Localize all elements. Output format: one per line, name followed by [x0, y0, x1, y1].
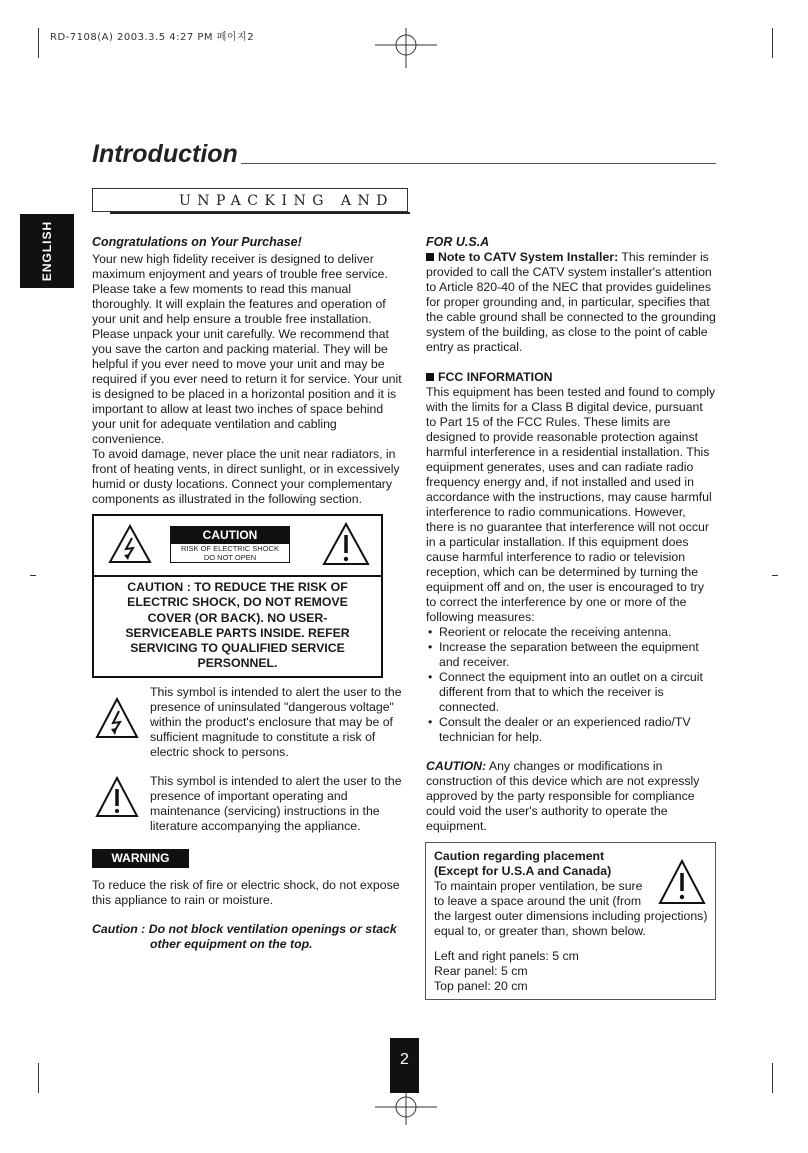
ventilation-caution-prefix: Caution : [92, 922, 149, 936]
congrats-section [92, 235, 404, 507]
crop-mark [772, 28, 773, 58]
section-heading: UNPACKING AND [179, 193, 394, 209]
registration-mark-top [375, 28, 437, 68]
placement-caution-box [425, 842, 716, 1000]
placement-body-b: the largest outer dimensions including projections) equal to, or greater than, shown below. [434, 909, 708, 938]
list-item: • Reorient or relocate the receiving antenna. [426, 625, 716, 640]
congrats-body: Your new high fidelity receiver is designed to deliver maximum enjoyment and years of trouble free service. Please take a few moments to read this manual thoroughly. It will explain the features and operation of your unit and help ensure a trouble free installation. Please unpack your unit carefully. We recommend that you save the carton and packing material. They will be helpful if you ever need to move your unit and may be required if you ever need to return it for service. Your unit is designed to be placed in a horizontal position and it is important to allow at least two inches of space behind your unit for adequate ventilation and cabling convenience. [92, 252, 402, 446]
fcc-body: This equipment has been tested and found to comply with the limits for a Class B digital device, pursuant to Part 15 of the FCC Rules. These limits are designed to provide reasonable protection against harmful interference in a residential installation. This equipment generates, uses and can radiate radio frequency energy and, if not installed and used in accordance with the instructions, may cause harmful interference to radio communications. However, there is no guarantee that interference will not occur in a particular installation. If this equipment does cause harmful interference to radio or television reception, which can be determined by turning the equipment off and on, the user is encouraged to try to correct the interference by one or more of the following measures: [426, 385, 716, 624]
ventilation-caution-line-1: Do not block ventilation openings or stack [148, 922, 397, 936]
placement-line-3: Top panel: 20 cm [434, 979, 528, 993]
placement-line-1: Left and right panels: 5 cm [434, 949, 579, 963]
exclamation-symbol-icon [95, 776, 139, 820]
congrats-heading: Congratulations on Your Purchase! [92, 235, 302, 249]
caution-box [92, 514, 383, 678]
exclamation-warning-icon [322, 522, 370, 566]
title-rule [241, 163, 716, 164]
language-tab-label: ENGLISH [40, 220, 54, 282]
fcc-measures-list [426, 625, 716, 745]
placement-body-a: To maintain proper ventilation, be sure to leave a space around the unit (from [434, 879, 643, 908]
language-tab [20, 214, 74, 288]
square-bullet-icon [426, 373, 434, 381]
right-column [426, 235, 716, 834]
catv-note-title: Note to CATV System Installer: [438, 250, 619, 264]
modification-caution-label: CAUTION: [426, 759, 487, 773]
square-bullet-icon [426, 253, 434, 261]
page-title: Introduction [92, 140, 238, 168]
catv-note-body: This reminder is provided to call the CATV system installer's attention to Article 820-40 of the NEC that provides guidelines for proper grounding and, in particular, specifies that the cable ground shall be connected to the grounding system of the building, as close to the point of cable entry as practical. [426, 250, 716, 354]
print-info: RD-7108(A) 2003.3.5 4:27 PM 페이지2 [50, 32, 255, 43]
caution-box-header [94, 516, 381, 577]
caution-sub-line-2: DO NOT OPEN [203, 553, 257, 562]
caution-label [170, 526, 290, 563]
placement-line-2: Rear panel: 5 cm [434, 964, 528, 978]
fcc-heading [426, 370, 716, 385]
warning-label: WARNING [92, 849, 189, 868]
modification-caution [426, 759, 716, 834]
section-heading-box [92, 188, 408, 212]
list-item: • Connect the equipment into an outlet on a circuit different from that to which the receiver is connected. [426, 670, 716, 715]
lightning-symbol-icon [95, 697, 139, 741]
ventilation-caution [92, 922, 408, 952]
caution-label-title: CAUTION [170, 526, 290, 544]
fcc-heading-text: FCC INFORMATION [438, 370, 553, 384]
warning-text: To reduce the risk of fire or electric shock, do not expose this appliance to rain or moisture. [92, 878, 400, 907]
crop-mark [30, 575, 36, 576]
exclamation-symbol-description: This symbol is intended to alert the user to the presence of important operating and maintenance (servicing) instructions in the literature accompanying the appliance. [150, 774, 402, 833]
section-heading-underline [110, 212, 410, 214]
list-item: • Increase the separation between the equipment and receiver. [426, 640, 716, 670]
catv-note [426, 250, 716, 355]
caution-label-sub [170, 544, 290, 563]
placement-title-1: Caution regarding placement [434, 849, 605, 863]
crop-mark [38, 28, 39, 58]
exclamation-warning-icon [658, 859, 706, 907]
crop-mark [38, 1063, 39, 1093]
caution-sub-line-1: RISK OF ELECTRIC SHOCK [181, 544, 279, 553]
placement-title-2: (Except for U.S.A and Canada) [434, 864, 612, 878]
caution-main-text: CAUTION : TO REDUCE THE RISK OF ELECTRIC SHOCK, DO NOT REMOVE COVER (OR BACK). NO USER-SERVICEABLE PARTS INSIDE. REFER SERVICING TO QUALIFIED SERVICE PERSONNEL. [125, 580, 350, 671]
list-item: • Consult the dealer or an experienced radio/TV technician for help. [426, 715, 716, 745]
modification-caution-body: Any changes or modifications in construction of this device which are not expressly approved by the party responsible for compliance could void the user's authority to operate the equipment. [426, 759, 700, 833]
page-number: 2 [390, 1038, 419, 1093]
lightning-warning-icon [108, 524, 152, 564]
crop-mark [772, 575, 778, 576]
ventilation-caution-line-2: other equipment on the top. [150, 937, 313, 951]
crop-mark [772, 1063, 773, 1093]
lightning-symbol-description: This symbol is intended to alert the user to the presence of uninsulated "dangerous voltage" within the product's enclosure that may be of sufficient magnitude to constitute a risk of electric shock to persons. [150, 685, 402, 759]
for-usa-heading: FOR U.S.A [426, 235, 490, 249]
congrats-body-2: To avoid damage, never place the unit near radiators, in front of heating vents, in direct sunlight, or in excessively humid or dusty locations. Connect your complementary components as illustrated in the following section. [92, 447, 400, 506]
